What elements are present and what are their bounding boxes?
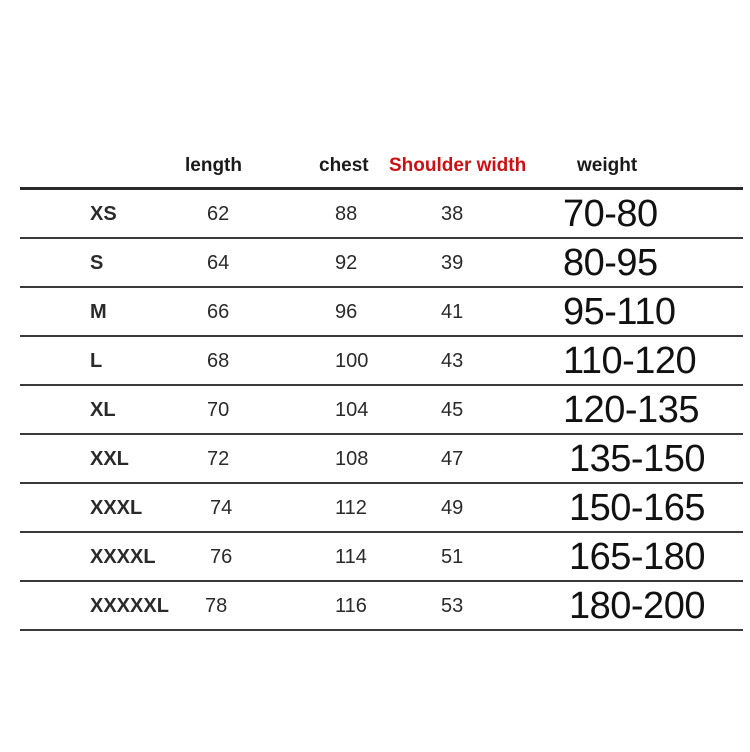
weight-value: 110-120 — [563, 340, 697, 382]
size-label: XXL — [90, 448, 129, 470]
chest-value: 116 — [335, 595, 367, 617]
weight-value: 135-150 — [569, 438, 705, 480]
chest-value: 114 — [335, 546, 367, 568]
chest-value: 88 — [335, 203, 358, 225]
weight-value: 120-135 — [563, 389, 699, 431]
shoulder-width-value: 39 — [441, 252, 464, 274]
weight-value: 80-95 — [563, 242, 658, 284]
shoulder-width-value: 38 — [441, 203, 464, 225]
shoulder-width-value: 47 — [441, 448, 464, 470]
length-value: 76 — [210, 546, 233, 568]
size-label: M — [90, 301, 107, 323]
length-value: 78 — [205, 595, 228, 617]
weight-value: 180-200 — [569, 585, 705, 627]
size-label: XXXXL — [90, 546, 156, 568]
table-row — [0, 190, 750, 239]
chest-value: 96 — [335, 301, 358, 323]
table-row — [0, 288, 750, 337]
length-value: 66 — [207, 301, 230, 323]
chest-value: 108 — [335, 448, 369, 470]
length-value: 62 — [207, 203, 230, 225]
length-value: 74 — [210, 497, 233, 519]
shoulder-width-value: 51 — [441, 546, 464, 568]
chest-value: 100 — [335, 350, 369, 372]
table-row — [0, 337, 750, 386]
size-label: XL — [90, 399, 116, 421]
chest-value: 104 — [335, 399, 369, 421]
weight-value: 70-80 — [563, 193, 658, 235]
table-row — [0, 239, 750, 288]
weight-value: 165-180 — [569, 536, 705, 578]
size-label: XS — [90, 203, 117, 225]
length-value: 68 — [207, 350, 230, 372]
header-chest: chest — [319, 155, 369, 176]
table-row — [0, 435, 750, 484]
shoulder-width-value: 41 — [441, 301, 464, 323]
row-divider — [20, 629, 743, 631]
chest-value: 92 — [335, 252, 358, 274]
size-label: L — [90, 350, 103, 372]
weight-value: 95-110 — [563, 291, 676, 333]
table-row — [0, 484, 750, 533]
table-row — [0, 533, 750, 582]
chest-value: 112 — [335, 497, 367, 519]
shoulder-width-value: 49 — [441, 497, 464, 519]
shoulder-width-value: 53 — [441, 595, 464, 617]
table-row — [0, 386, 750, 435]
weight-value: 150-165 — [569, 487, 705, 529]
size-label: S — [90, 252, 104, 274]
header-length: length — [185, 155, 242, 176]
size-label: XXXL — [90, 497, 143, 519]
header-weight: weight — [577, 155, 638, 176]
shoulder-width-value: 45 — [441, 399, 464, 421]
length-value: 72 — [207, 448, 230, 470]
shoulder-width-value: 43 — [441, 350, 464, 372]
header-shoulder-width: Shoulder width — [389, 155, 527, 176]
size-label: XXXXXL — [90, 595, 169, 617]
length-value: 64 — [207, 252, 230, 274]
length-value: 70 — [207, 399, 230, 421]
table-row — [0, 582, 750, 631]
